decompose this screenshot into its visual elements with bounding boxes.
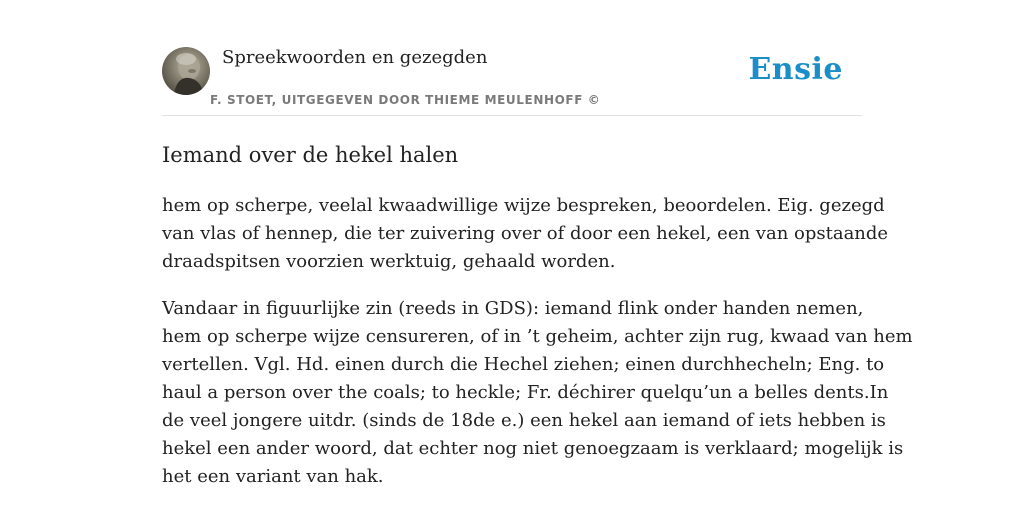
paragraph-line: hem op scherpe, veelal kwaadwillige wijze bespreken, beoordelen. Eig. gezegd (162, 195, 885, 216)
author-portrait-icon[interactable] (162, 47, 210, 95)
ensie-logo[interactable]: Ensie (748, 52, 843, 87)
paragraph-line: van vlas of hennep, die ter zuivering over of door een hekel, een van opstaande (162, 223, 889, 244)
paragraph-line: haul a person over the coals; to heckle; Fr. déchirer quelqu’un a belles dents.In (162, 382, 889, 403)
definition-paragraph (162, 192, 889, 276)
paragraph-line: Vandaar in figuurlijke zin (reeds in GDS): iemand flink onder handen nemen, (162, 298, 864, 319)
paragraph-line: de veel jongere uitdr. (sinds de 18de e.) een hekel aan iemand of iets hebben is (162, 410, 886, 431)
source-author: F. STOET, UITGEGEVEN DOOR THIEME MEULENHOFF © (210, 93, 601, 107)
paragraph-line: vertellen. Vgl. Hd. einen durch die Hechel ziehen; einen durchhecheln; Eng. to (162, 354, 885, 375)
entry-card (162, 0, 913, 512)
entry-term: Iemand over de hekel halen (162, 143, 459, 167)
paragraph-line: hekel een ander woord, dat echter nog niet genoegzaam is verklaard; mogelijk is (162, 438, 904, 459)
paragraph-line: draadspitsen voorzien werktuig, gehaald worden. (162, 251, 616, 272)
source-title[interactable]: Spreekwoorden en gezegden (222, 47, 488, 68)
paragraph-line: hem op scherpe wijze censureren, of in ’t geheim, achter zijn rug, kwaad van hem (162, 326, 913, 347)
explanation-paragraph (162, 295, 913, 491)
paragraph-line: het een variant van hak. (162, 466, 384, 487)
source-header (162, 0, 862, 116)
